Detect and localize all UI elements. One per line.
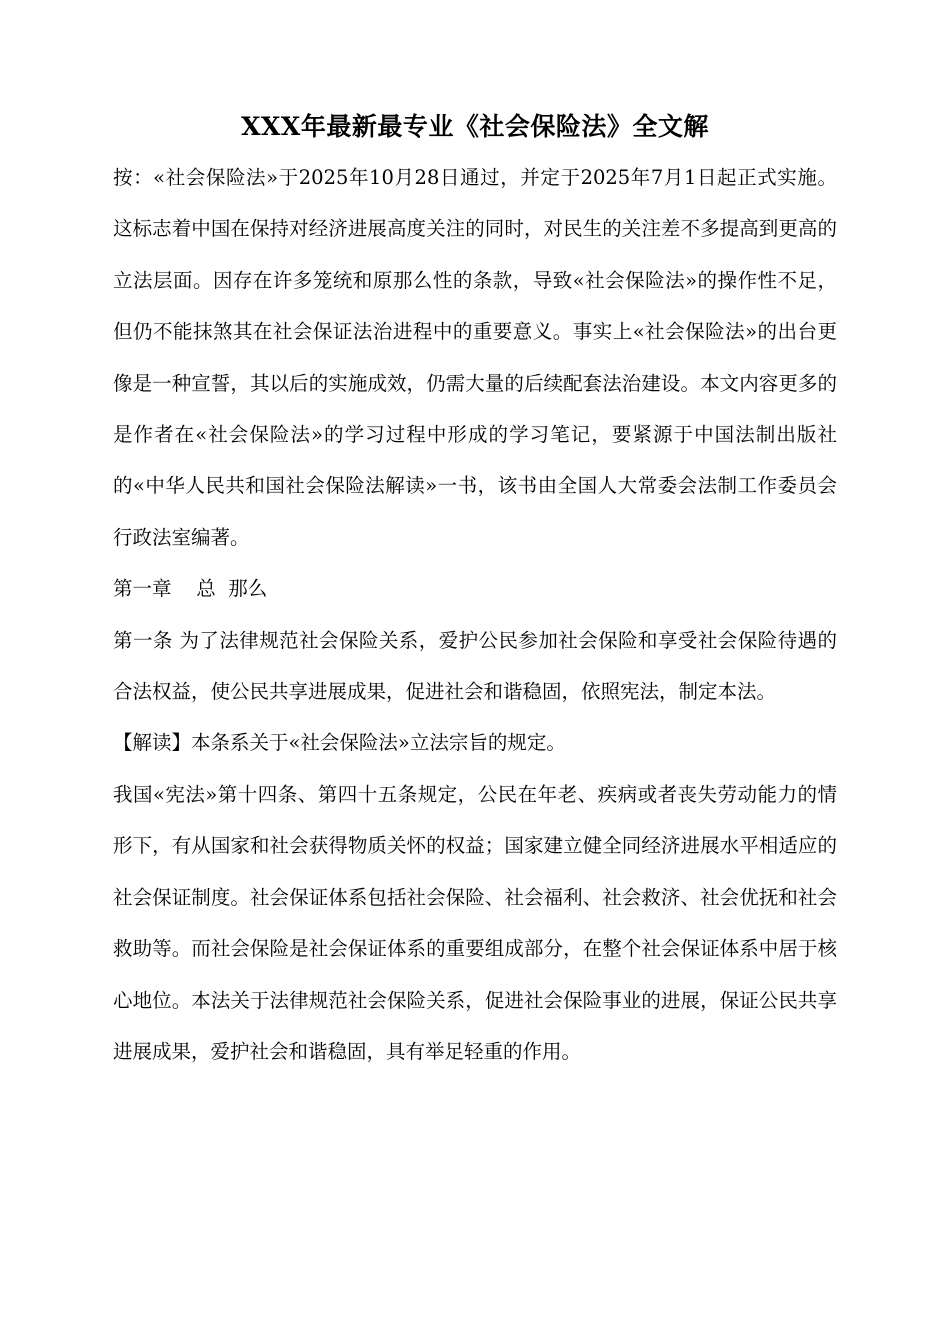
preface-paragraph: 按：«社会保险法»于2025年10月28日通过，并定于2025年7月1日起正式实施。这标志着中国在保持对经济进展高度关注的同时，对民生的关注差不多提高到更高的立法层面。因存在许多笼统和原那么性的条款，导致«社会保险法»的操作性不足，但仍不能抹煞其在社会保证法治进程中的重要意义。事实上«社会保险法»的出台更像是一种宣誓，其以后的实施成效，仍需大量的后续配套法治建设。本文内容更多的是作者在«社会保险法»的学习过程中形成的学习笔记，要紧源于中国法制出版社的«中华人民共和国社会保险法解读»一书，该书由全国人大常委会法制工作委员会行政法室编著。: [113, 166, 837, 549]
chapter-heading: 第一章 总 那么: [113, 577, 268, 601]
article-one-paragraph: 第一条 为了法律规范社会保险关系，爱护公民参加社会保险和享受社会保险待遇的合法权益，使公民共享进展成果，促进社会和谐稳固，依照宪法，制定本法。: [113, 628, 837, 704]
document-title: XXX年最新最专业《社会保险法》全文解: [241, 112, 709, 141]
document-body: [113, 108, 837, 1077]
interpretation-paragraph: 【解读】本条系关于«社会保险法»立法宗旨的规定。: [113, 731, 566, 755]
constitution-paragraph: 我国«宪法»第十四条、第四十五条规定，公民在年老、疾病或者丧失劳动能力的情形下，有从国家和社会获得物质关怀的权益；国家建立健全同经济进展水平相适应的社会保证制度。社会保证体系包括社会保险、社会福利、社会救济、社会优抚和社会救助等。而社会保险是社会保证体系的重要组成部分，在整个社会保证体系中居于核心地位。本法关于法律规范社会保险关系，促进社会保险事业的进展，保证公民共享进展成果，爱护社会和谐稳固，具有举足轻重的作用。: [113, 782, 837, 1063]
